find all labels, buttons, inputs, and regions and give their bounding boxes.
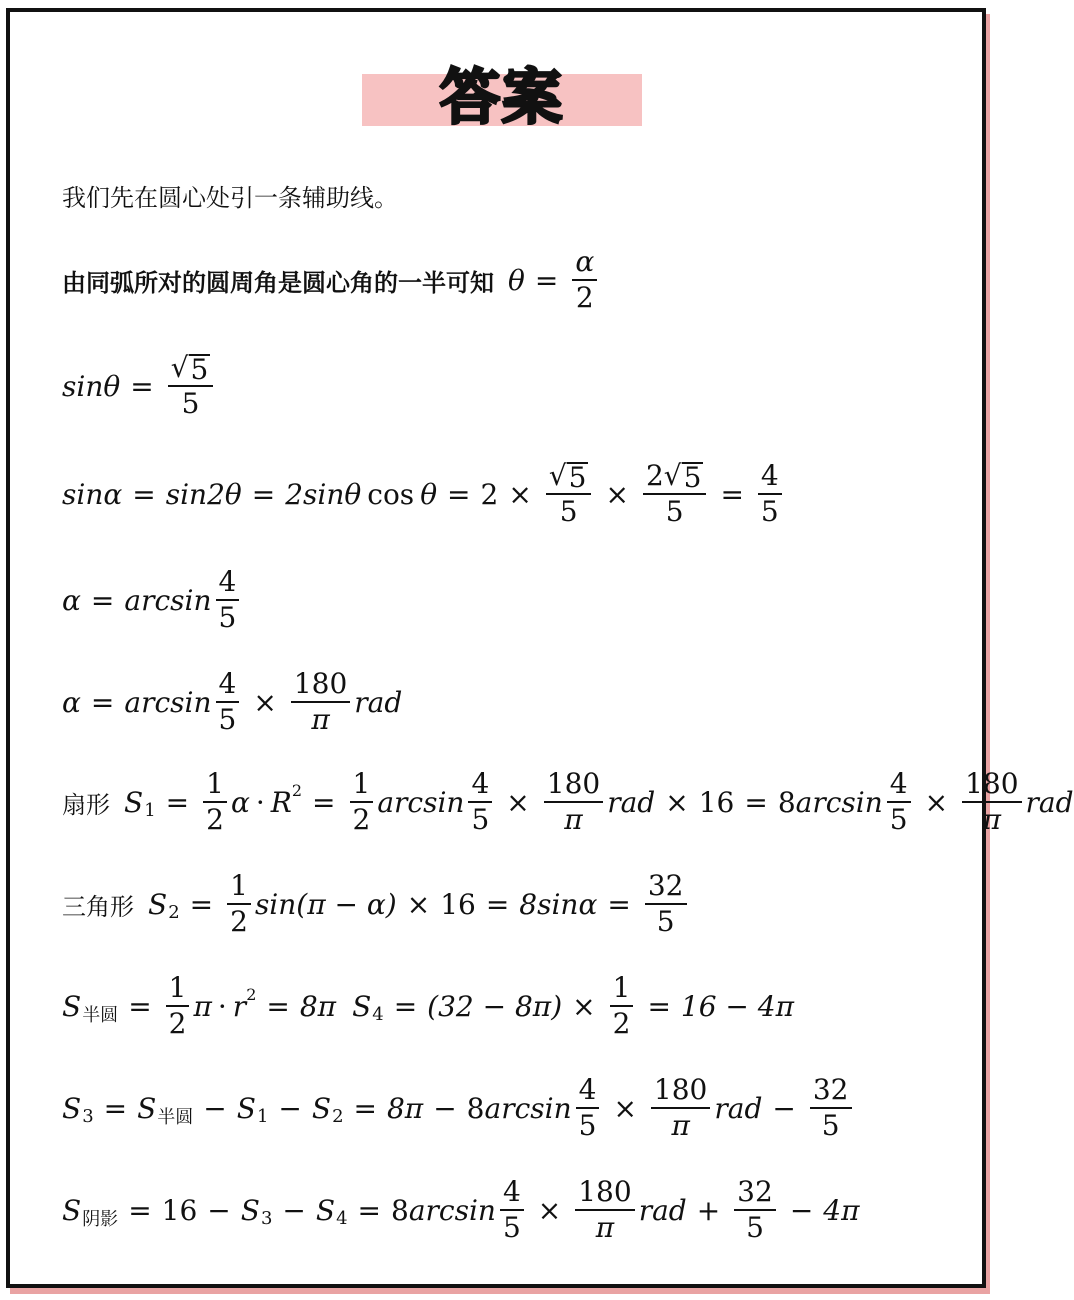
formula-shaded-area — [62, 1176, 860, 1244]
equals-sign: = — [90, 685, 115, 719]
fraction-denominator: 5 — [665, 495, 684, 528]
eight-sin-alpha: 8sinα — [519, 887, 598, 921]
fraction — [572, 246, 597, 314]
equals-sign: = — [130, 369, 154, 403]
fraction-numerator: 180 — [544, 768, 603, 803]
times-sign: × — [665, 785, 689, 819]
subscript: 4 — [336, 1207, 348, 1229]
fraction — [500, 1176, 524, 1244]
equals-sign: = — [357, 1193, 381, 1227]
minus-sign: − — [789, 1193, 814, 1227]
superscript: 2 — [291, 780, 303, 800]
theorem-text: 由同弧所对的圆周角是圆心角的一半可知 — [62, 268, 494, 297]
page-title: 答案 — [440, 63, 564, 133]
fraction — [216, 566, 240, 634]
subscript: 3 — [260, 1207, 273, 1229]
coefficient: 8 — [466, 1091, 485, 1125]
radicand: 5 — [683, 461, 702, 494]
fraction-denominator: 2 — [575, 281, 594, 314]
sin-2theta: sin2θ — [165, 477, 242, 511]
fraction-numerator: 4 — [216, 668, 240, 703]
number: 16 — [161, 1193, 198, 1227]
fraction-numerator: 4 — [887, 768, 911, 803]
rad-unit: rad — [354, 685, 403, 719]
fraction — [468, 768, 492, 836]
fraction-denominator: 2 — [168, 1007, 187, 1040]
subscript: 3 — [82, 1105, 94, 1127]
fraction-numerator: 1 — [610, 972, 634, 1007]
fraction — [291, 668, 350, 736]
times-sign: × — [253, 685, 277, 719]
fraction-numerator: 1 — [227, 870, 251, 905]
equals-sign: = — [128, 989, 152, 1023]
fraction — [643, 460, 707, 528]
number: 16 — [440, 887, 476, 921]
coefficient: 2 — [645, 459, 664, 492]
fraction — [810, 1074, 852, 1142]
sin-alpha: sinα — [62, 477, 123, 511]
arcsin-label: arcsin — [795, 785, 883, 819]
intro-line — [62, 178, 398, 213]
fraction-numerator: α — [572, 246, 597, 281]
times-sign: × — [508, 477, 532, 511]
fraction — [203, 768, 227, 836]
equals-sign: = — [647, 989, 671, 1023]
fraction — [216, 668, 240, 736]
number: 16 — [698, 785, 735, 819]
fraction-numerator: 4 — [468, 768, 492, 803]
subscript: 半圆 — [157, 1107, 194, 1128]
minus-sign: − — [203, 1091, 227, 1125]
sqrt-symbol: √ — [170, 351, 189, 384]
formula-sector-area — [62, 768, 1074, 836]
fraction-denominator: 2 — [612, 1007, 631, 1040]
sqrt-symbol: √ — [548, 459, 567, 492]
equals-sign: = — [353, 1091, 377, 1125]
fraction-denominator: 5 — [578, 1109, 597, 1142]
area-symbol: S — [240, 1193, 260, 1227]
fraction-denominator: 2 — [352, 803, 371, 836]
formula-sin-theta — [62, 352, 217, 420]
area-symbol: S — [62, 989, 82, 1023]
subscript: 阴影 — [82, 1209, 119, 1230]
fraction-denominator: 5 — [471, 803, 490, 836]
fraction-numerator: 4 — [500, 1176, 524, 1211]
equals-sign: = — [90, 583, 115, 617]
times-sign: × — [406, 887, 431, 921]
formula-semicircle-area — [62, 972, 794, 1040]
fraction — [734, 1176, 776, 1244]
rad-unit: rad — [714, 1091, 763, 1125]
fraction-denominator: 5 — [746, 1211, 764, 1244]
rad-unit: rad — [607, 785, 656, 819]
coefficient: 8 — [777, 785, 796, 819]
minus-sign: − — [278, 1091, 302, 1125]
two-sin-theta: 2sinθ — [285, 477, 362, 511]
equals-sign: = — [312, 785, 336, 819]
equals-sign: = — [128, 1193, 152, 1227]
sector-label: 扇形 — [62, 790, 110, 819]
fraction — [546, 460, 592, 528]
fraction — [168, 352, 214, 420]
dot-operator: · — [217, 989, 227, 1023]
theta-symbol: θ — [508, 263, 525, 297]
times-sign: × — [506, 785, 530, 819]
area-symbol: S — [352, 989, 372, 1023]
fraction — [651, 1074, 710, 1142]
fraction-numerator: 4 — [216, 566, 240, 601]
fraction-denominator: 5 — [656, 905, 675, 938]
times-sign: × — [537, 1193, 562, 1227]
radicand: 5 — [190, 353, 209, 386]
fraction-denominator: 5 — [760, 495, 779, 528]
times-sign: × — [572, 989, 596, 1023]
area-symbol: S — [124, 785, 144, 819]
superscript: 2 — [246, 984, 257, 1004]
arcsin-label: arcsin — [484, 1091, 572, 1125]
rad-unit: rad — [1025, 785, 1074, 819]
equals-sign: = — [485, 887, 510, 921]
area-symbol: S — [62, 1091, 82, 1125]
fraction-denominator: π — [564, 803, 583, 836]
fraction — [645, 870, 687, 938]
fraction — [227, 870, 251, 938]
formula-theta — [62, 246, 601, 314]
fraction-numerator: 180 — [291, 668, 350, 703]
radius-symbol: r — [232, 989, 247, 1023]
dot-operator: · — [255, 785, 265, 819]
fraction-numerator: 4 — [576, 1074, 600, 1109]
sqrt-expression — [643, 460, 707, 495]
subscript: 2 — [332, 1105, 344, 1127]
equals-sign: = — [393, 989, 418, 1023]
subscript: 半圆 — [82, 1005, 119, 1026]
fraction-numerator: 1 — [203, 768, 227, 803]
eight-pi: 8π — [386, 1091, 424, 1125]
arcsin-label: arcsin — [377, 785, 465, 819]
arcsin-label: arcsin — [124, 583, 212, 617]
intro-text: 我们先在圆心处引一条辅助线。 — [62, 184, 398, 212]
coefficient: 8 — [390, 1193, 409, 1227]
theta-symbol: θ — [420, 477, 438, 511]
fraction-denominator: 5 — [218, 703, 237, 736]
paren-expression: (32 − 8π) — [427, 989, 563, 1023]
arcsin-label: arcsin — [124, 685, 212, 719]
subscript: 2 — [168, 901, 180, 923]
equals-sign: = — [189, 887, 214, 921]
fraction-denominator: 2 — [206, 803, 224, 836]
formula-s3 — [62, 1074, 856, 1142]
four-pi: 4π — [823, 1193, 860, 1227]
minus-sign: − — [772, 1091, 796, 1125]
equals-sign: = — [165, 785, 190, 819]
fraction-denominator: 5 — [821, 1109, 840, 1142]
equals-sign: = — [132, 477, 156, 511]
equals-sign: = — [103, 1091, 128, 1125]
equals-sign: = — [266, 989, 290, 1023]
plus-sign: + — [696, 1193, 721, 1227]
result: 8π — [299, 989, 337, 1023]
formula-alpha-rad — [62, 668, 402, 736]
fraction-numerator: 32 — [645, 870, 687, 905]
fraction-denominator: 5 — [889, 803, 908, 836]
area-symbol: S — [148, 887, 168, 921]
sqrt-symbol: √ — [663, 459, 682, 492]
fraction-numerator: 180 — [651, 1074, 710, 1109]
pi-symbol: π — [193, 989, 212, 1023]
equals-sign: = — [720, 477, 744, 511]
coefficient: 2 — [480, 477, 499, 511]
fraction-numerator: 180 — [962, 768, 1021, 803]
times-sign: × — [924, 785, 949, 819]
fraction-denominator: 5 — [502, 1211, 521, 1244]
area-symbol: S — [236, 1091, 256, 1125]
alpha-symbol: α — [230, 785, 250, 819]
radius-symbol: R — [270, 785, 292, 819]
fraction — [576, 1074, 600, 1142]
fraction-denominator: 5 — [559, 495, 578, 528]
area-symbol: S — [137, 1091, 157, 1125]
subscript: 4 — [372, 1003, 384, 1025]
times-sign: × — [613, 1091, 637, 1125]
fraction-numerator: 32 — [734, 1176, 776, 1211]
formula-triangle-area — [62, 870, 691, 938]
fraction — [758, 460, 782, 528]
sqrt-expression — [168, 352, 214, 387]
fraction — [575, 1176, 634, 1244]
formula-alpha-arcsin — [62, 566, 243, 634]
fraction-numerator: 1 — [350, 768, 374, 803]
fraction — [887, 768, 911, 836]
result: 16 − 4π — [680, 989, 795, 1023]
equals-sign: = — [534, 263, 559, 297]
fraction-denominator: 5 — [218, 601, 237, 634]
alpha-symbol: α — [62, 583, 81, 617]
fraction — [610, 972, 634, 1040]
minus-sign: − — [433, 1091, 457, 1125]
fraction-denominator: π — [311, 703, 330, 736]
fraction-denominator: 2 — [230, 905, 248, 938]
times-sign: × — [605, 477, 629, 511]
equals-sign: = — [447, 477, 471, 511]
sin-theta: sinθ — [62, 369, 121, 403]
radicand: 5 — [568, 461, 587, 494]
fraction-denominator: π — [595, 1211, 615, 1244]
fraction — [962, 768, 1021, 836]
arcsin-label: arcsin — [408, 1193, 496, 1227]
sqrt-expression — [546, 460, 592, 495]
equals-sign: = — [607, 887, 631, 921]
fraction — [350, 768, 374, 836]
fraction — [166, 972, 190, 1040]
subscript: 1 — [144, 799, 156, 821]
fraction — [544, 768, 603, 836]
subscript: 1 — [256, 1105, 269, 1127]
fraction-denominator: π — [982, 803, 1001, 836]
equals-sign: = — [251, 477, 276, 511]
fraction-numerator: 4 — [758, 460, 782, 495]
cos-label: cos — [367, 477, 415, 511]
triangle-label: 三角形 — [62, 892, 134, 921]
equals-sign: = — [744, 785, 768, 819]
alpha-symbol: α — [62, 685, 81, 719]
area-symbol: S — [62, 1193, 82, 1227]
formula-sin-alpha — [62, 460, 786, 528]
area-symbol: S — [311, 1091, 332, 1125]
area-symbol: S — [315, 1193, 336, 1227]
minus-sign: − — [282, 1193, 306, 1227]
rad-unit: rad — [638, 1193, 687, 1227]
fraction-denominator: 5 — [181, 387, 200, 420]
fraction-numerator: 32 — [810, 1074, 852, 1109]
fraction-numerator: 1 — [166, 972, 190, 1007]
minus-sign: − — [207, 1193, 231, 1227]
sin-expression: sin(π − α) — [254, 887, 397, 921]
fraction-denominator: π — [671, 1109, 690, 1142]
fraction-numerator: 180 — [575, 1176, 634, 1211]
